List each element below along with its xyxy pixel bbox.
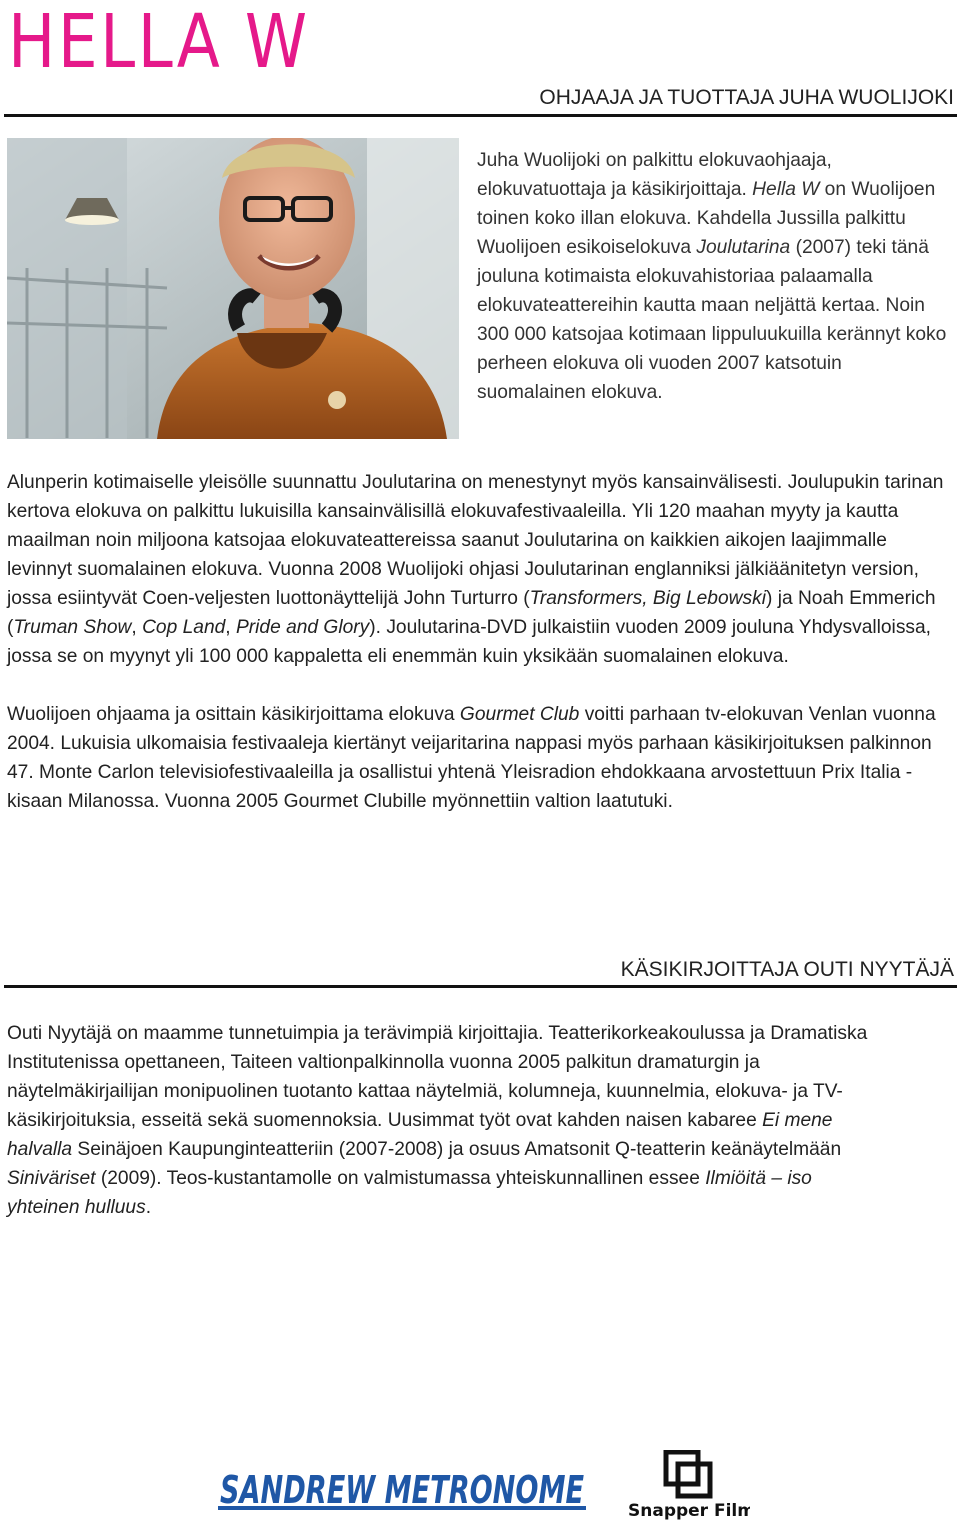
hella-w-logo: HELLA W	[8, 0, 310, 85]
italic-title: Cop Land	[142, 617, 226, 638]
sandrew-metronome-logo	[218, 1466, 586, 1521]
italic-title: Truman Show	[13, 617, 132, 638]
italic-title: Hella W	[752, 179, 820, 200]
italic-title: Joulutarina	[696, 237, 791, 258]
italic-title: Ilmiöitä – iso yhteinen hulluus	[7, 1168, 812, 1218]
director-body-text	[7, 468, 957, 816]
svg-text:Snapper Films: Snapper Film	[628, 1501, 750, 1520]
italic-title: Siniväriset	[7, 1168, 96, 1189]
writer-body-text	[7, 1019, 887, 1222]
section-title-director: OHJAAJA JA TUOTTAJA JUHA WUOLIJOKI	[539, 86, 954, 109]
director-photo	[7, 138, 459, 439]
italic-title: Pride and Glory	[235, 617, 370, 638]
italic-title: Transformers, Big Lebowski	[529, 588, 766, 609]
italic-title: Ei mene halvalla	[7, 1110, 833, 1160]
director-paragraph-1: Alunperin kotimaiselle yleisölle suunnattu Joulutarina on menestynyt myös kansainvälisesti. Joulupukin tarinan kertova elokuva on palkittu lukuisilla kansainvälisillä elokuvafestivaaleilla. Yli 120 maahan myyty ja kautta maailman noin miljoona katsojaa elokuvateattereissa saanut Joulutarina on kaikkien aikojen laajimmalle levinnyt suomalainen elokuva. Vuonna 2008 Wuolijoki ohjasi Joulutarinan englanniksi jälkiäänitetyn version, jossa esiintyvät Coen-veljesten luottonäyttelijä John Turturro (Transformers, Big Lebowski) ja Noah Emmerich (Truman Show, Cop Land, Pride and Glory). Joulutarina-DVD julkaistiin vuoden 2009 jouluna Yhdysvalloissa, jossa se on myynyt yli 100 000 kappaletta eli enemmän kuin yksikään suomalainen elokuva.	[7, 472, 944, 667]
director-paragraph-2: Wuolijoen ohjaama ja osittain käsikirjoittama elokuva Gourmet Club voitti parhaan tv-elokuvan Venlan vuonna 2004. Lukuisia ulkomaisia festivaaleja kiertänyt veijaritarina nappasi myös parhaan käsikirjoituksen palkinnon 47. Monte Carlon televisiofestivaaleilla ja osallistui yhtenä Yleisradion ehdokkaana arvostettuun Prix Italia -kisaan Milanossa. Vuonna 2005 Gourmet Clubille myönnettiin valtion laatutuki.	[7, 704, 936, 812]
section-divider	[4, 114, 957, 117]
writer-paragraph: Outi Nyytäjä on maamme tunnetuimpia ja terävimpiä kirjoittajia. Teatterikorkeakoulussa ja Dramatiska Institutenissa opettaneen, Taiteen valtionpalkinnolla vuonna 2005 palkitun dramaturgin ja näytelmäkirjailijan monipuolinen tuotanto kattaa näytelmiä, kolumneja, kuunnelmia, elokuva- ja TV- käsikirjoituksia, esseitä sekä suomennoksia. Uusimmat työt ovat kahden naisen kabaree Ei mene halvalla Seinäjoen Kaupunginteatteriin (2007-2008) ja osuus Amatsonit Q-teatterin keänäytelmään Siniväriset (2009). Teos-kustantamolle on valmistumassa yhteiskunnallinen essee Ilmiöitä – iso yhteinen hulluus.	[7, 1023, 868, 1218]
italic-title: Gourmet Club	[459, 704, 580, 725]
snapper-films-logo	[626, 1450, 750, 1525]
section-title-writer: KÄSIKIRJOITTAJA OUTI NYYTÄJÄ	[620, 958, 954, 981]
section-divider	[4, 985, 957, 988]
director-intro-text	[477, 146, 955, 407]
director-intro-paragraph: Juha Wuolijoki on palkittu elokuvaohjaaja, elokuvatuottaja ja käsikirjoittaja. Hella W on Wuolijoen toinen koko illan elokuva. Kahdella Jussilla palkittu Wuolijoen esikoiselokuva Joulutarina (2007) teki tänä jouluna kotimaista elokuvahistoriaa palaamalla elokuvateattereihin kautta maan neljättä kertaa. Noin 300 000 katsojaa kotimaan lippuluukuilla kerännyt koko perheen elokuva oli vuoden 2007 katsotuin suomalainen elokuva.	[477, 150, 947, 403]
svg-text:SANDREW METRONOME: SANDREW METRONOME	[220, 1468, 585, 1512]
